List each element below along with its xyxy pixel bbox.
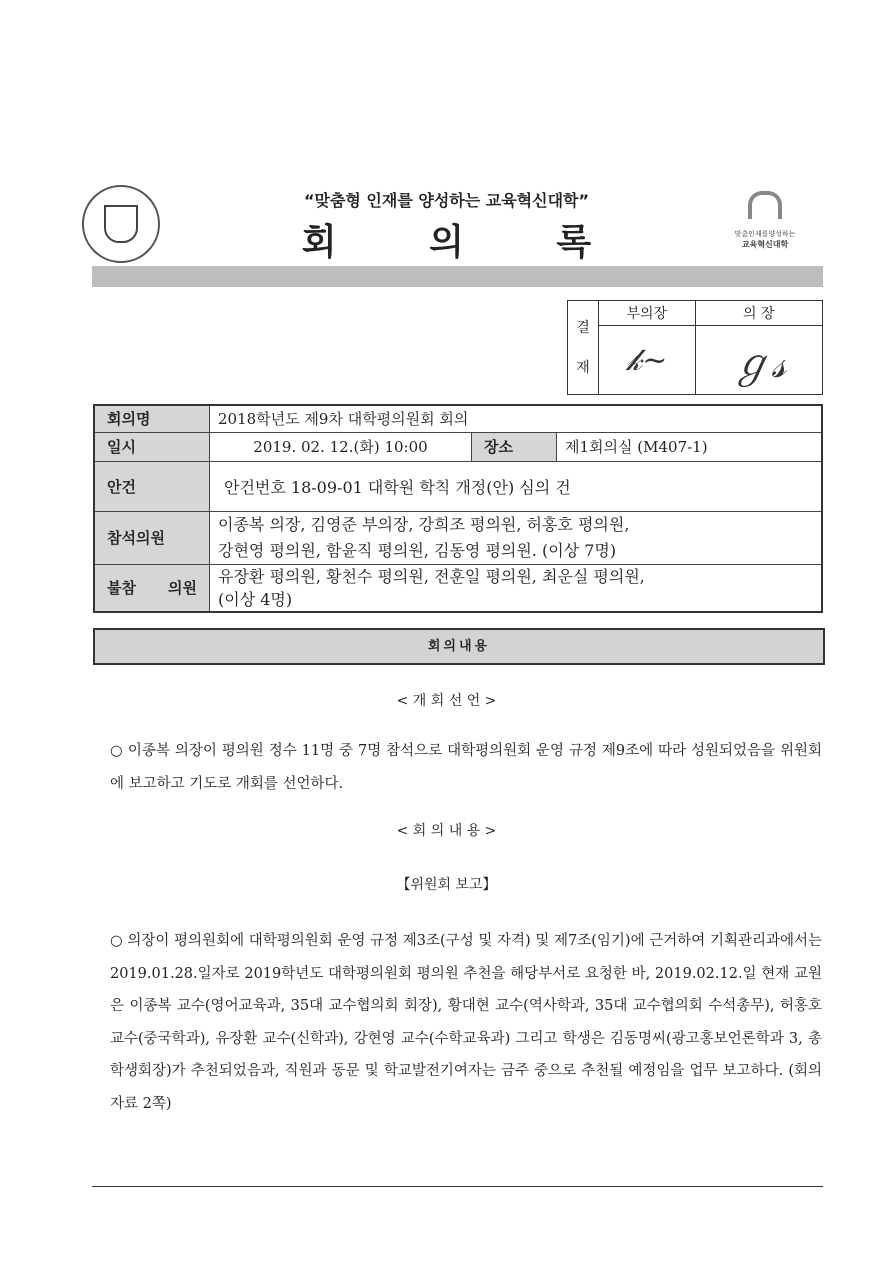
chair-header: 의 장	[695, 301, 822, 326]
vice-chair-header: 부의장	[599, 301, 696, 326]
agenda-label: 안건	[94, 461, 210, 511]
absentees-value: 유장환 평의원, 황천수 평의원, 전훈일 평의원, 최운실 평의원, (이상 4명)	[210, 564, 823, 612]
logo-caption: 맞춤인재를양성하는	[734, 230, 796, 238]
section-opening: < 개 회 선 언 >	[396, 693, 497, 709]
approval-label: 결 재	[568, 301, 599, 395]
report-paragraph: ○ 의장이 평의원회에 대학평의원회 운영 규정 제3조(구성 및 자격) 및 제7조(임기)에 근거하여 기획관리과에서는 2019.01.28.일자로 2019학년도 대학평의원회 평의원 추천을 해당부서로 요청한 바, 2019.02.12.일 현재 교원은 이종복 교수(영어교육과, 35대 교수협의회 회장), 황대현 교수(역사학과, 35대 교수협의회 수석총무), 허홍호 교수(중국학과), 유장환 교수(신학과), 강현영 교수(수학교육과) 그리고 학생은 김동명씨(광고홍보언론학과 3, 총학생회장)가 추천되었음과, 직원과 동문 및 학교발전기여자는 금주 중으로 추천될 예정임을 업무 보고하다. (회의자료 2쪽)	[110, 933, 822, 1112]
meeting-info-table	[93, 404, 823, 613]
vice-chair-signature: 𝓀~	[599, 326, 696, 395]
footer-divider	[92, 1186, 823, 1187]
meeting-name-label: 회의명	[94, 405, 210, 432]
attendees-value: 이종복 의장, 김영준 부의장, 강희조 평의원, 허홍호 평의원, 강현영 평의원, 함윤직 평의원, 김동영 평의원. (이상 7명)	[210, 511, 823, 564]
place-label: 장소	[472, 432, 557, 461]
slogan: “맞춤형 인재를 양성하는 교육혁신대학”	[303, 191, 590, 210]
absentees-label: 불참 의원	[94, 564, 210, 612]
meeting-name-value: 2018학년도 제9차 대학평의원회 회의	[210, 405, 823, 432]
place-value: 제1회의실 (M407-1)	[557, 432, 823, 461]
lightbulb-icon	[748, 191, 782, 219]
document-title: 회 의 록	[301, 221, 632, 263]
content-heading: 회의내용	[93, 628, 825, 665]
logo-caption-bold: 교육혁신대학	[741, 240, 789, 249]
innovation-logo	[725, 185, 805, 250]
approval-box	[567, 300, 823, 395]
attendees-label: 참석의원	[94, 511, 210, 564]
header-divider-bar	[92, 266, 823, 287]
opening-paragraph: ○ 이종복 의장이 평의원 정수 11명 중 7명 참석으로 대학평의원회 운영 규정 제9조에 따라 성원되었음을 위원회에 보고하고 기도로 개회를 선언하다.	[110, 743, 822, 792]
date-value: 2019. 02. 12.(화) 10:00	[210, 432, 472, 461]
chair-signature: ℊ𝓈	[695, 326, 822, 395]
section-committee-report: 【위원회 보고】	[396, 877, 497, 893]
agenda-value: 안건번호 18-09-01 대학원 학칙 개정(안) 심의 건	[210, 461, 823, 511]
section-content: < 회 의 내 용 >	[396, 823, 497, 839]
date-label: 일시	[94, 432, 210, 461]
